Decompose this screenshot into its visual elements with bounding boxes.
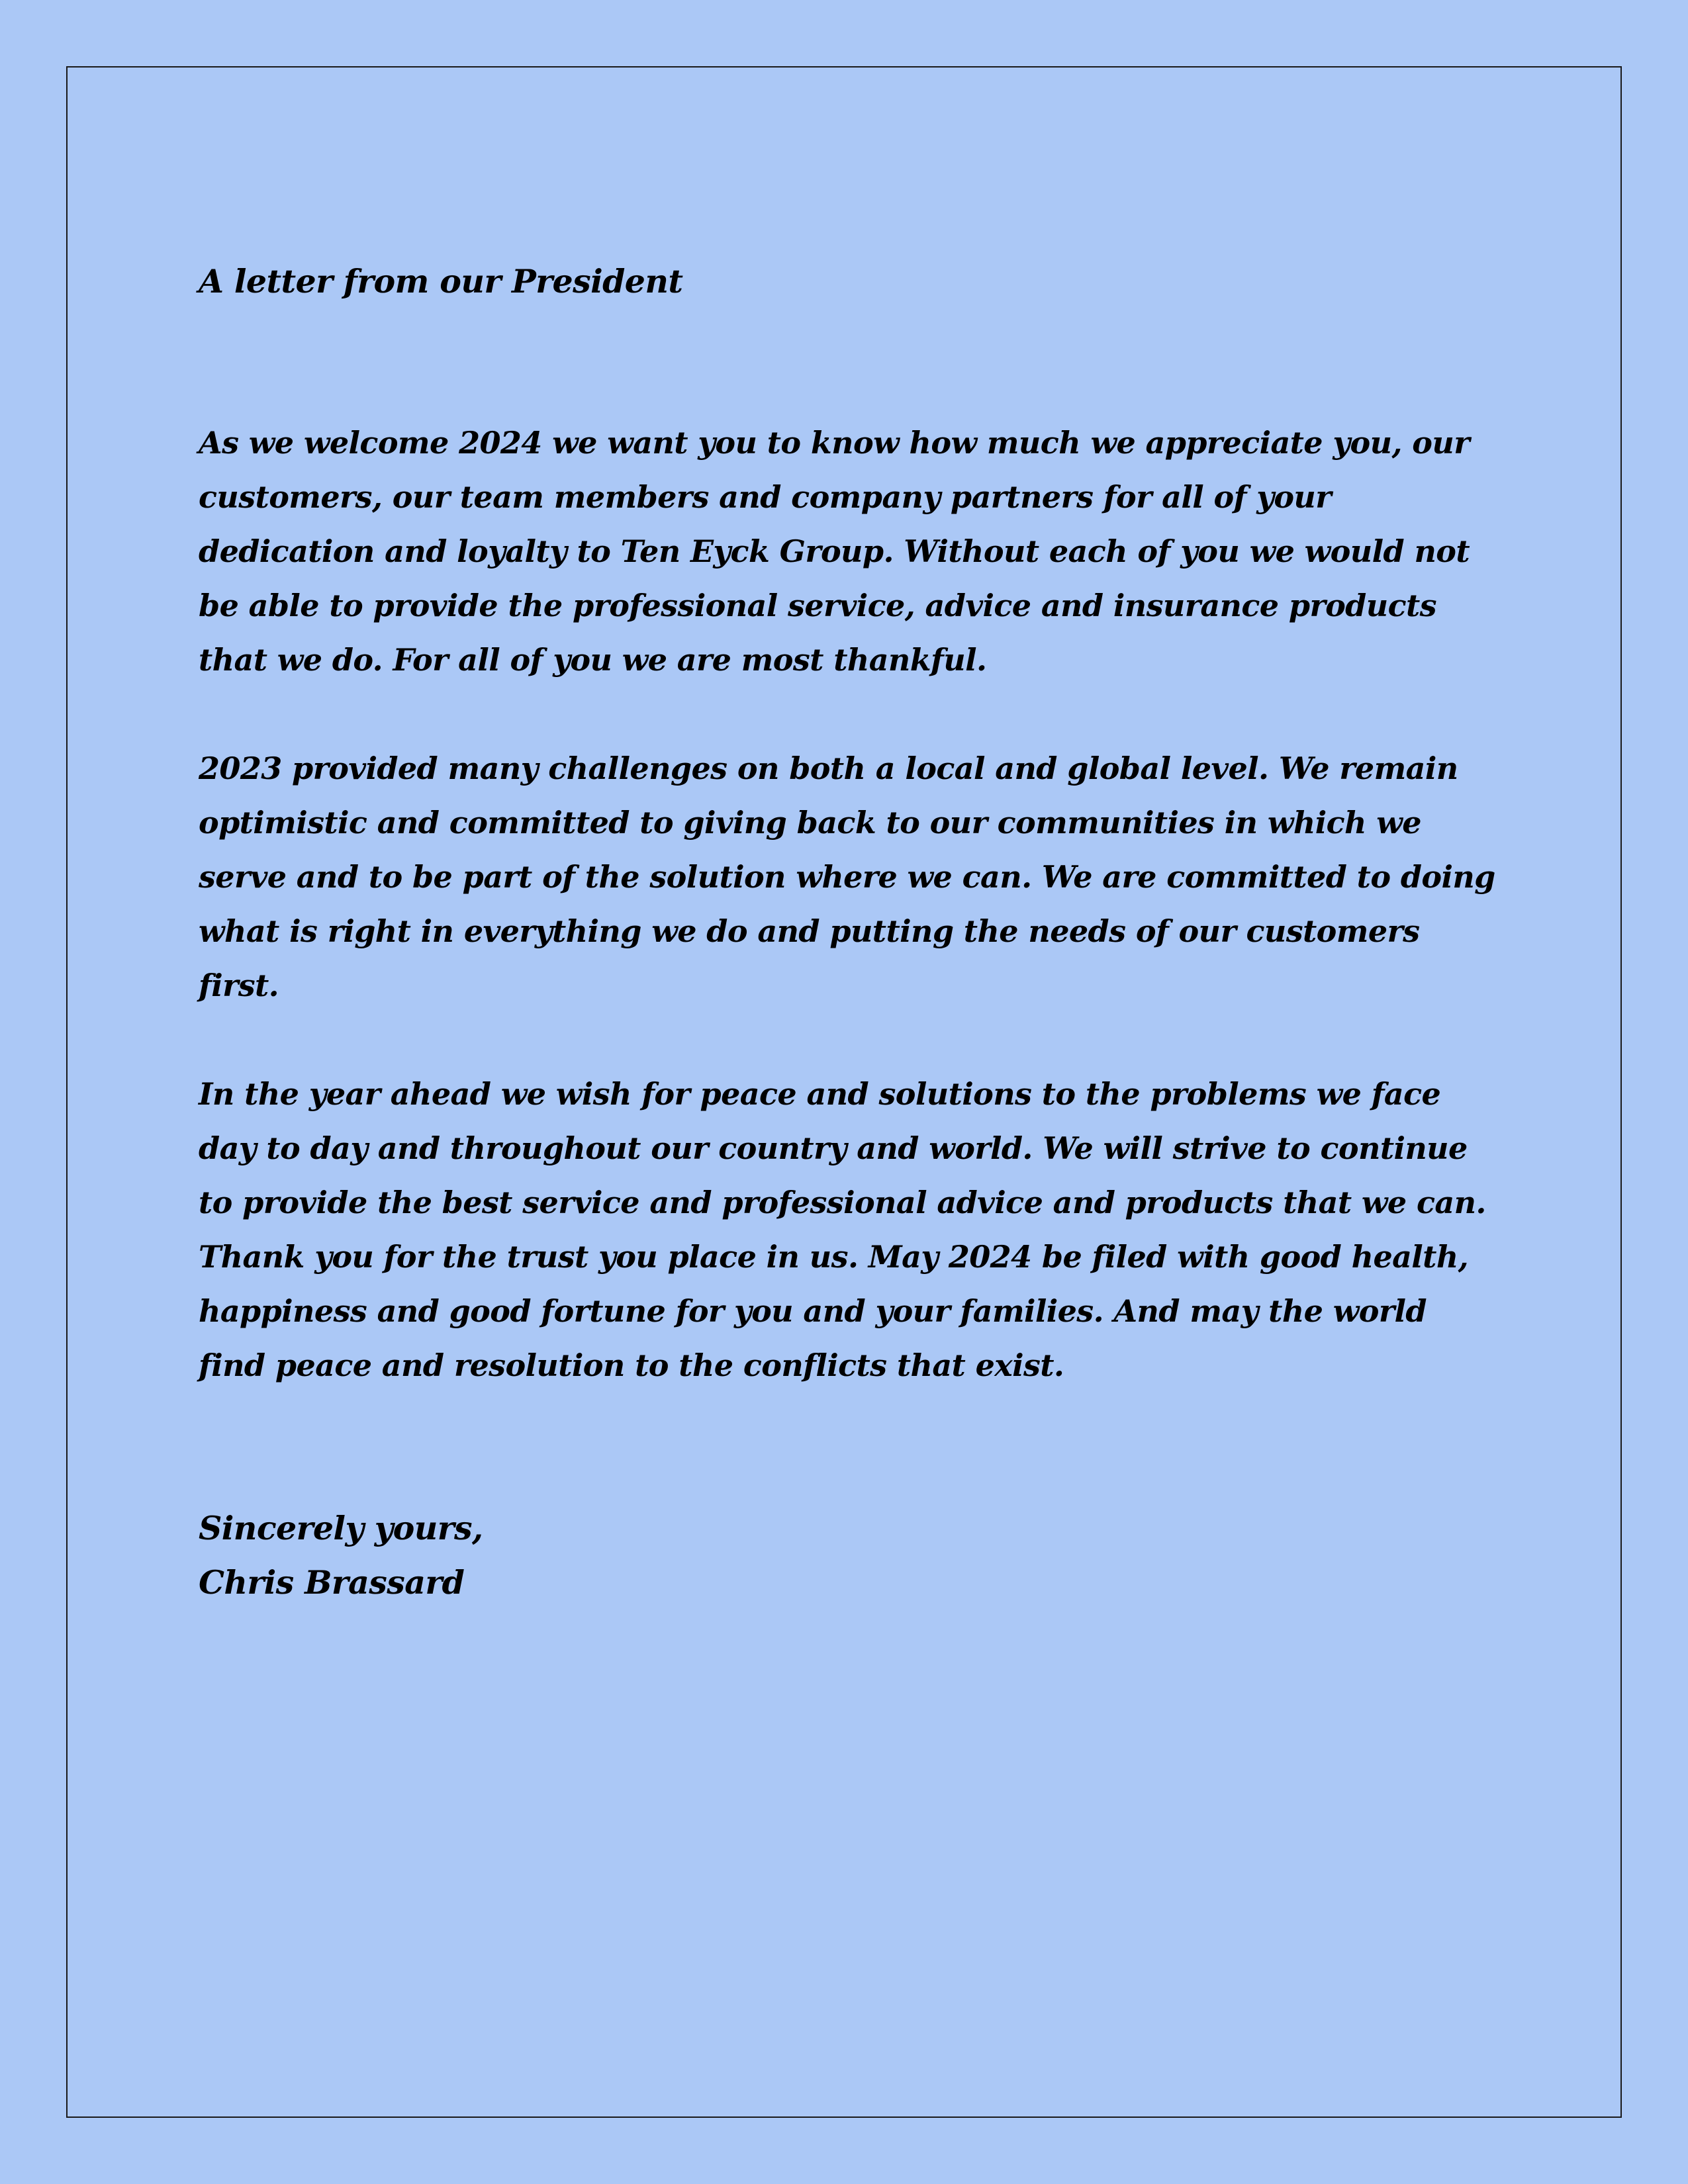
signature-name: Chris Brassard: [199, 1563, 465, 1602]
closing-block: [199, 1501, 1496, 1610]
paragraph-wishes: In the year ahead we wish for peace and solutions to the problems we face day to day and throughout our country and world. We will strive to continue to provide the best service and professional advice and products that we can. Thank you for the trust you place in us. May 2024 be filed with good health, happiness and good fortune for you and your families. And may the world find peace and resolution to the conflicts that exist.: [199, 1076, 1486, 1383]
paragraph-challenges: 2023 provided many challenges on both a local and global level. We remain optimistic and committed to giving back to our communities in which we serve and to be part of the solution where we can. We are committed to doing what is right in everything we do and putting the needs of our customers first.: [199, 751, 1495, 1003]
letter-body: [199, 251, 1496, 1610]
paragraph-gratitude: As we welcome 2024 we want you to know how much we appreciate you, our customers, our team members and company partners for all of your dedication and loyalty to Ten Eyck Group. Without each of you we would not be able to provide the professional service, advice and insurance products that we do. For all of you we are most thankful.: [199, 425, 1470, 678]
letter-title: A letter from our President: [199, 262, 683, 300]
closing-line: Sincerely yours,: [199, 1509, 483, 1547]
